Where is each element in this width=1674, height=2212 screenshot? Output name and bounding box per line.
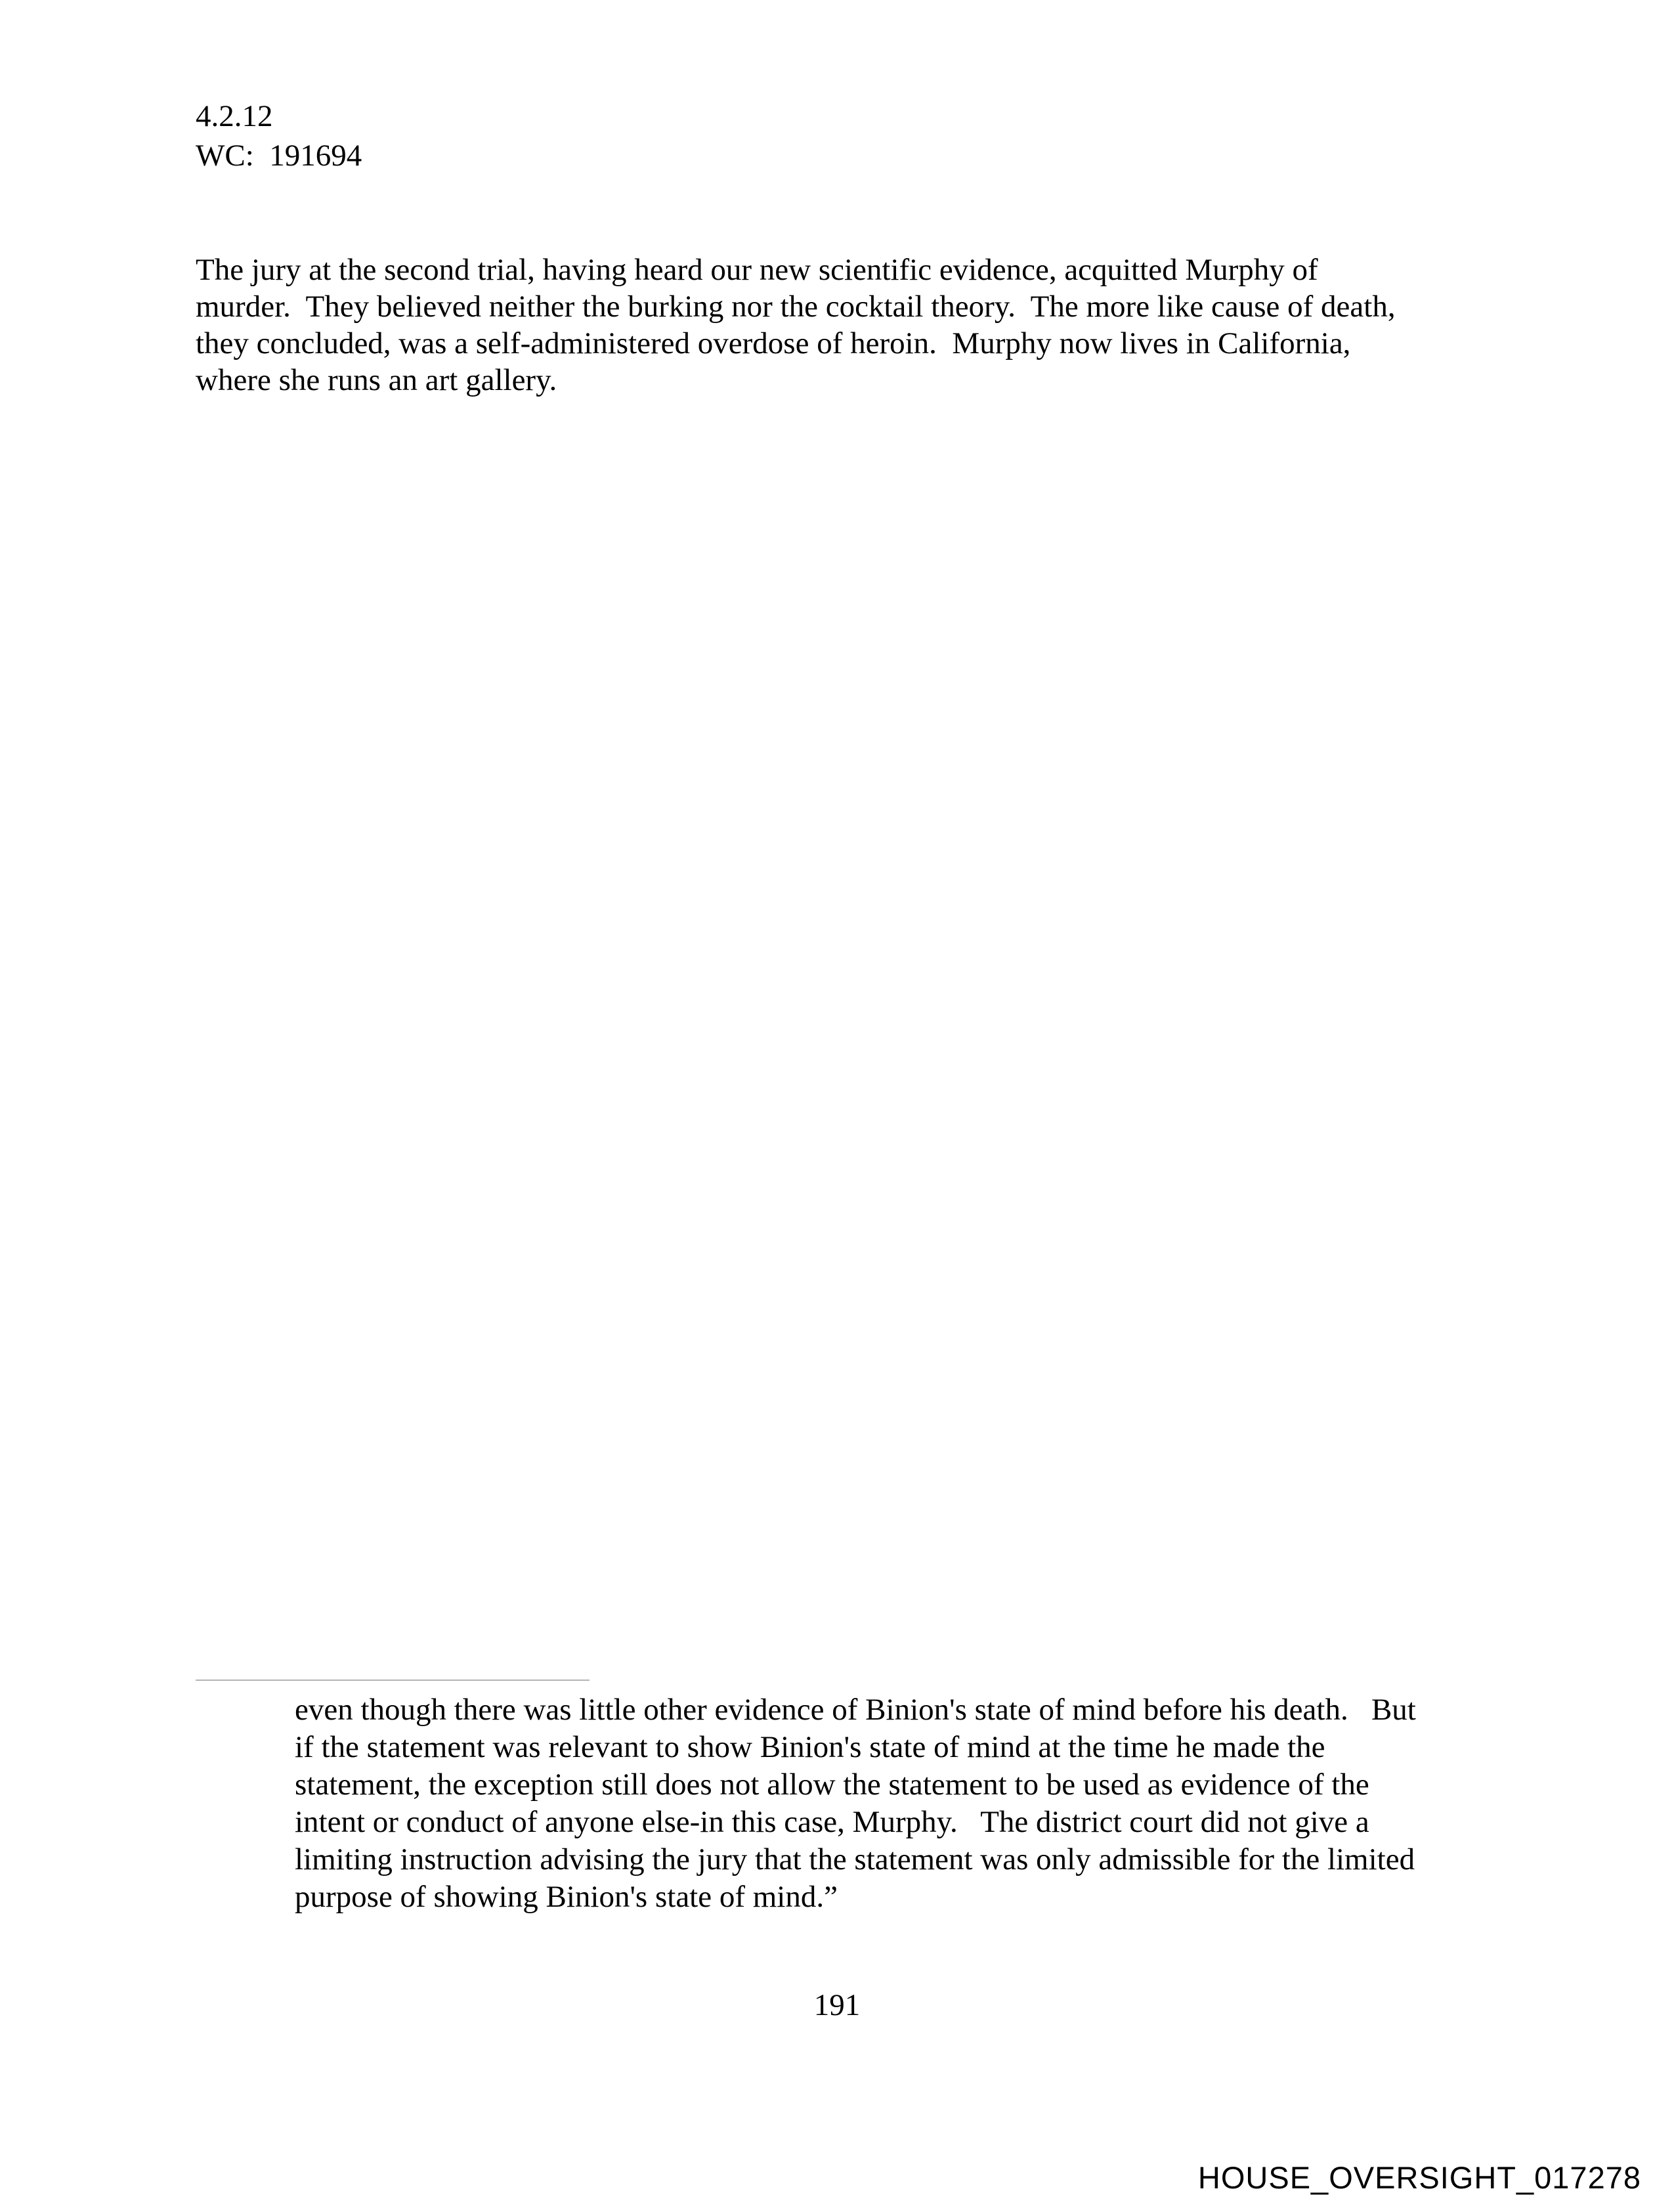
bates-number: HOUSE_OVERSIGHT_017278: [1197, 2160, 1641, 2195]
page-number: 191: [813, 1988, 861, 2022]
footnote-line: limiting instruction advising the jury that the statement was only admissible for the limited: [295, 1842, 1415, 1876]
footnote-line: statement, the exception still does not allow the statement to be used as evidence of the: [295, 1767, 1369, 1802]
body-line: where she runs an art gallery.: [196, 363, 557, 397]
footnote-line: intent or conduct of anyone else-in this case, Murphy. The district court did not give a: [295, 1805, 1369, 1839]
footnote-line: even though there was little other evidence of Binion's state of mind before his death. But: [295, 1693, 1416, 1727]
footnote-separator: [196, 1680, 590, 1681]
footnote-line: purpose of showing Binion's state of mind.”: [295, 1880, 838, 1914]
footnote-line: if the statement was relevant to show Binion's state of mind at the time he made the: [295, 1730, 1325, 1764]
header-word-count: WC: 191694: [196, 139, 362, 173]
body-line: murder. They believed neither the burking nor the cocktail theory. The more like cause of death,: [196, 290, 1396, 324]
header-date: 4.2.12: [196, 99, 273, 133]
body-line: The jury at the second trial, having heard our new scientific evidence, acquitted Murphy of: [196, 253, 1318, 287]
body-line: they concluded, was a self-administered overdose of heroin. Murphy now lives in California,: [196, 326, 1351, 360]
